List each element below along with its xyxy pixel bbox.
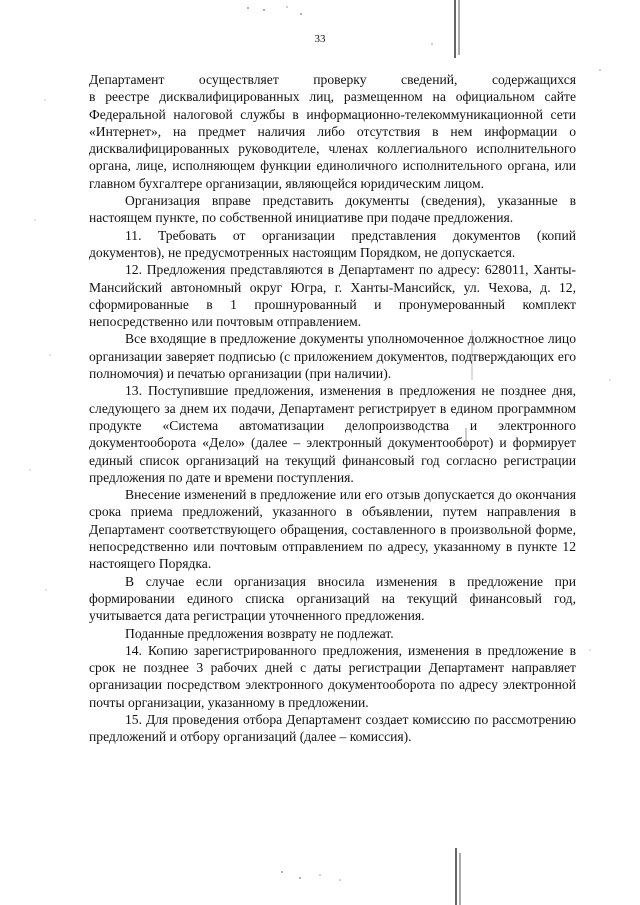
paragraph-2: Организация вправе представить документы (сведения), указанные в настоящем пункте, по собственной инициативе при подаче предложения. [89,193,576,226]
paragraph-6: 13. Поступившие предложения, изменения в предложения не позднее дня, следующего за днем их подачи, Департамент регистрирует в едином программном продукте «Система автоматизации делопроизводства и электронного документооборота «Дело» (далее – электронный документооборот) и формирует единый список организаций на текущий финансовый год согласно регистрации предложения по дате и времени поступления. [89,383,576,485]
paragraph-10: 14. Копию зарегистрированного предложения, изменения в предложение в срок не позднее 3 рабочих дней с даты регистрации Департамент направляет организации посредством электронного документооборота по адресу электронной почты организации, указанному в предложении. [89,642,576,710]
paragraph-7: Внесение изменений в предложение или его отзыв допускается до окончания срока приема предложений, указанного в объявлении, путем направления в Департамент соответствующего обращения, составленного в произвольной форме, непосредственно или почтовым отправлением по адресу, указанному в пункте 12 настоящего Порядка. [89,487,576,572]
paragraph-8: В случае если организация вносила изменения в предложение при формировании единого списка организаций на текущий финансовый год, учитывается дата регистрации уточненного предложения. [89,573,576,624]
document-body [89,71,576,746]
page-number: 33 [314,33,326,45]
paragraph-1-first-line: Департамент осуществляет проверку сведений, содержащихся [89,72,576,87]
paragraph-9: Поданные предложения возврату не подлежат. [125,625,394,641]
paragraph-5: Все входящие в предложение документы уполномоченное должностное лицо организации заверяет подписью (с приложением документов, подтверждающих его полномочия) и печатью организации (при наличии). [89,331,576,382]
paragraph-4: 12. Предложения представляются в Департамент по адресу: 628011, Ханты-Мансийский автономный округ Югра, г. Ханты-Мансийск, ул. Чехова, д. 12, сформированные в 1 прошнурованный и пронумерованный комплект непосредственно или почтовым отправлением. [89,262,576,330]
paragraph-3: 11. Требовать от организации представления документов (копий документов), не предусмотренных настоящим Порядком, не допускается. [89,227,576,260]
paragraph-11: 15. Для проведения отбора Департамент создает комиссию по рассмотрению предложений и отбору организаций (далее – комиссия). [89,711,576,745]
paragraph-1: в реестре дисквалифицированных лиц, размещенном на официальном сайте Федеральной налоговой службы в информационно-телекоммуникационной сети «Интернет», на предмет наличия либо отсутствия в нем информации о дисквалифицированных руководителе, членах коллегиального исполнительного органа, лице, исполняющем функции единоличного исполнительного органа, или главном бухгалтере организации, являющейся юридическим лицом. [89,89,576,191]
